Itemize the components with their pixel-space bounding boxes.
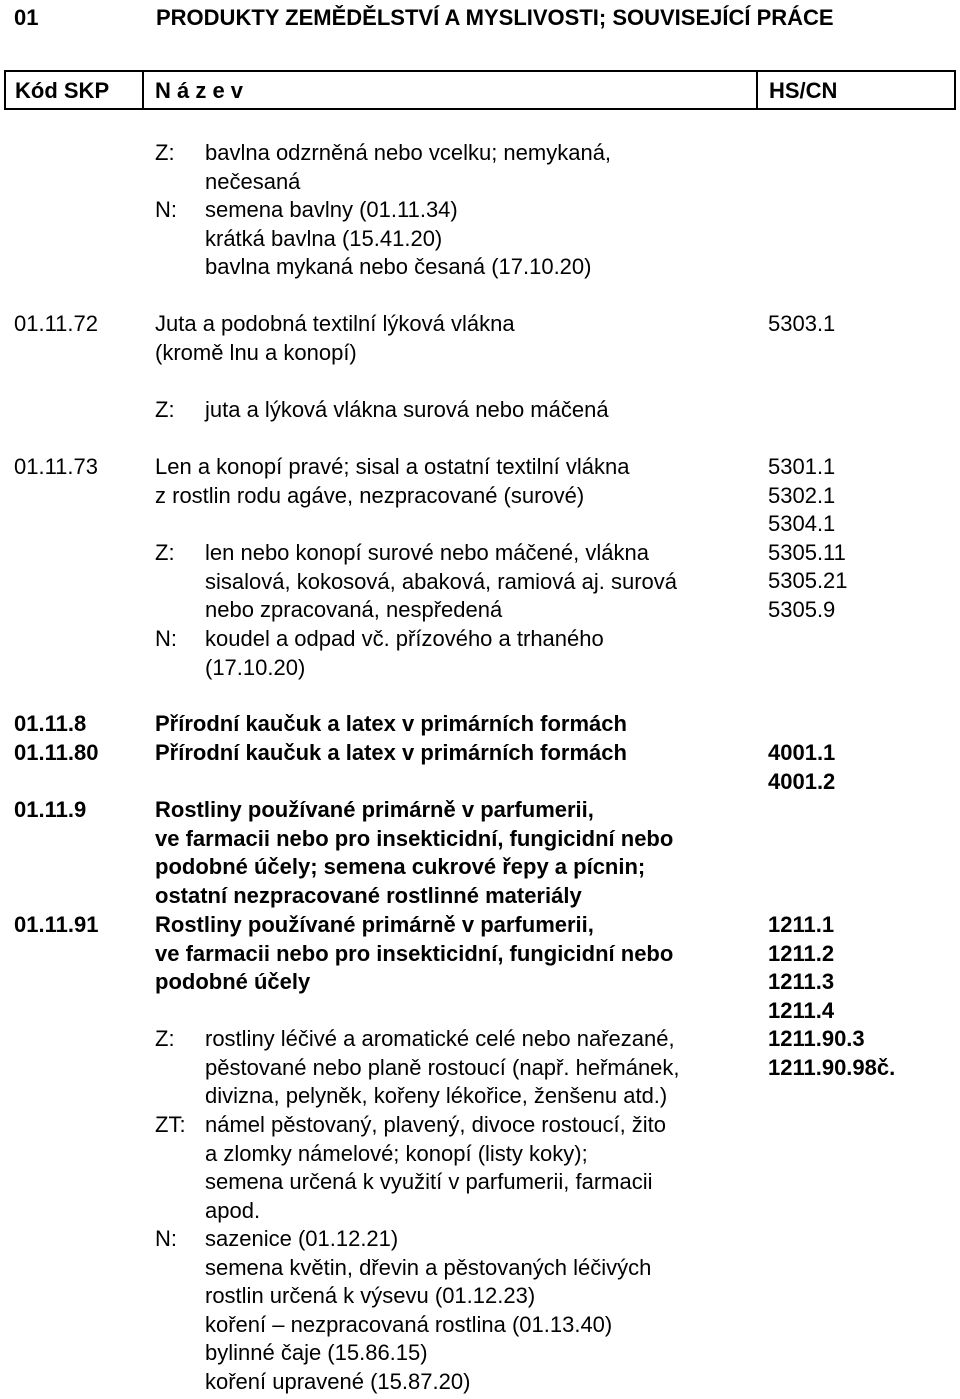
note-label-z: Z: (155, 140, 175, 165)
note-line: semena určená k využití v parfumerii, farmacii (205, 1169, 653, 1195)
entry-name-line: ve farmacii nebo pro insekticidní, fungicidní nebo (155, 825, 674, 851)
note-line: pěstované nebo planě rostoucí (např. heřmánek, (205, 1054, 680, 1080)
hs-code: 5305.9 (768, 596, 836, 622)
note-line: juta a lýková vlákna surová nebo máčená (205, 397, 609, 422)
entry-name-line: Přírodní kaučuk a latex v primárních formách (155, 711, 627, 736)
note-line: semena květin, dřevin a pěstovaných léčivých (205, 1254, 652, 1280)
entry-name-line: Rostliny používané primárně v parfumerii, (155, 912, 594, 937)
entry-code: 01.11.91 (14, 912, 99, 937)
note-line: koření upravené (15.87.20) (205, 1368, 471, 1394)
note-line: apod. (205, 1197, 261, 1223)
hs-code: 4001.1 (768, 740, 836, 765)
note-label-z: Z: (155, 397, 175, 422)
hs-code: 5304.1 (768, 511, 836, 537)
entry-name-line: ostatní nezpracované rostlinné materiály (155, 882, 582, 908)
note-line: krátká bavlna (15.41.20) (205, 225, 443, 251)
hs-code: 5301.1 (768, 454, 836, 479)
entry-name-line: z rostlin rodu agáve, nezpracované (surové) (155, 482, 585, 508)
entry-name-line: ve farmacii nebo pro insekticidní, fungicidní nebo (155, 940, 674, 966)
entry-code: 01.11.9 (14, 797, 87, 822)
note-label-n: N: (155, 626, 177, 651)
note-label-z: Z: (155, 540, 175, 565)
section-code: 01 (14, 5, 39, 30)
note-label-zt: ZT: (155, 1112, 186, 1137)
note-line: sazenice (01.12.21) (205, 1226, 399, 1251)
note-line: nebo zpracovaná, nespředená (205, 597, 503, 623)
entry-code: 01.11.8 (14, 711, 87, 736)
hs-code: 5303.1 (768, 311, 836, 336)
hs-code: 5305.21 (768, 568, 848, 594)
note-line: len nebo konopí surové nebo máčené, vlákna (205, 540, 649, 565)
entry-name-line: Rostliny používané primárně v parfumerii, (155, 797, 594, 822)
section-name: PRODUKTY ZEMĚDĚLSTVÍ A MYSLIVOSTI; SOUVISEJÍCÍ PRÁCE (156, 5, 834, 30)
entry-name-line: (kromě lnu a konopí) (155, 339, 357, 365)
entry-code: 01.11.80 (14, 740, 99, 765)
header-name: N á z e v (155, 78, 244, 103)
note-line: semena bavlny (01.11.34) (205, 197, 458, 222)
header-divider (142, 72, 144, 108)
note-line: rostliny léčivé a aromatické celé nebo nařezané, (205, 1026, 675, 1051)
entry-code: 01.11.72 (14, 311, 99, 336)
note-line: bylinné čaje (15.86.15) (205, 1340, 428, 1366)
note-line: námel pěstovaný, plavený, divoce rostoucí, žito (205, 1112, 667, 1137)
entry-name-line: podobné účely (155, 969, 311, 995)
hs-code: 1211.1 (768, 912, 835, 937)
hs-code: 5302.1 (768, 482, 836, 508)
note-line: rostlin určená k výsevu (01.12.23) (205, 1283, 536, 1309)
entry-name-line: podobné účely; semena cukrové řepy a pícnin; (155, 854, 646, 880)
entry-name-line: Přírodní kaučuk a latex v primárních formách (155, 740, 627, 765)
hs-code: 1211.2 (768, 940, 835, 966)
note-label-n: N: (155, 1226, 177, 1251)
hs-code: 4001.2 (768, 768, 836, 794)
note-line: nečesaná (205, 168, 301, 194)
header-divider (756, 72, 758, 108)
entry-name-line: Juta a podobná textilní lýková vlákna (155, 311, 515, 336)
note-line: divizna, pelyněk, kořeny lékořice, ženšenu atd.) (205, 1083, 668, 1109)
table-header (4, 70, 956, 110)
header-hs: HS/CN (769, 78, 838, 103)
note-line: bavlna mykaná nebo česaná (17.10.20) (205, 254, 592, 280)
note-line: koření – nezpracovaná rostlina (01.13.40) (205, 1311, 613, 1337)
note-line: koudel a odpad vč. přízového a trhaného (205, 626, 604, 651)
note-line: (17.10.20) (205, 654, 306, 680)
hs-code: 1211.4 (768, 997, 835, 1023)
note-line: a zlomky námelové; konopí (listy koky); (205, 1140, 588, 1166)
hs-code: 1211.90.3 (768, 1026, 865, 1052)
entry-code: 01.11.73 (14, 454, 99, 479)
hs-code: 1211.3 (768, 969, 835, 995)
entry-name-line: Len a konopí pravé; sisal a ostatní textilní vlákna (155, 454, 630, 479)
note-label-n: N: (155, 197, 177, 222)
note-line: sisalová, kokosová, abaková, ramiová aj. surová (205, 568, 678, 594)
header-code: Kód SKP (15, 78, 110, 103)
note-label-z: Z: (155, 1026, 175, 1051)
note-line: bavlna odzrněná nebo vcelku; nemykaná, (205, 140, 612, 165)
hs-code: 5305.11 (768, 539, 846, 565)
hs-code: 1211.90.98č. (768, 1054, 896, 1080)
